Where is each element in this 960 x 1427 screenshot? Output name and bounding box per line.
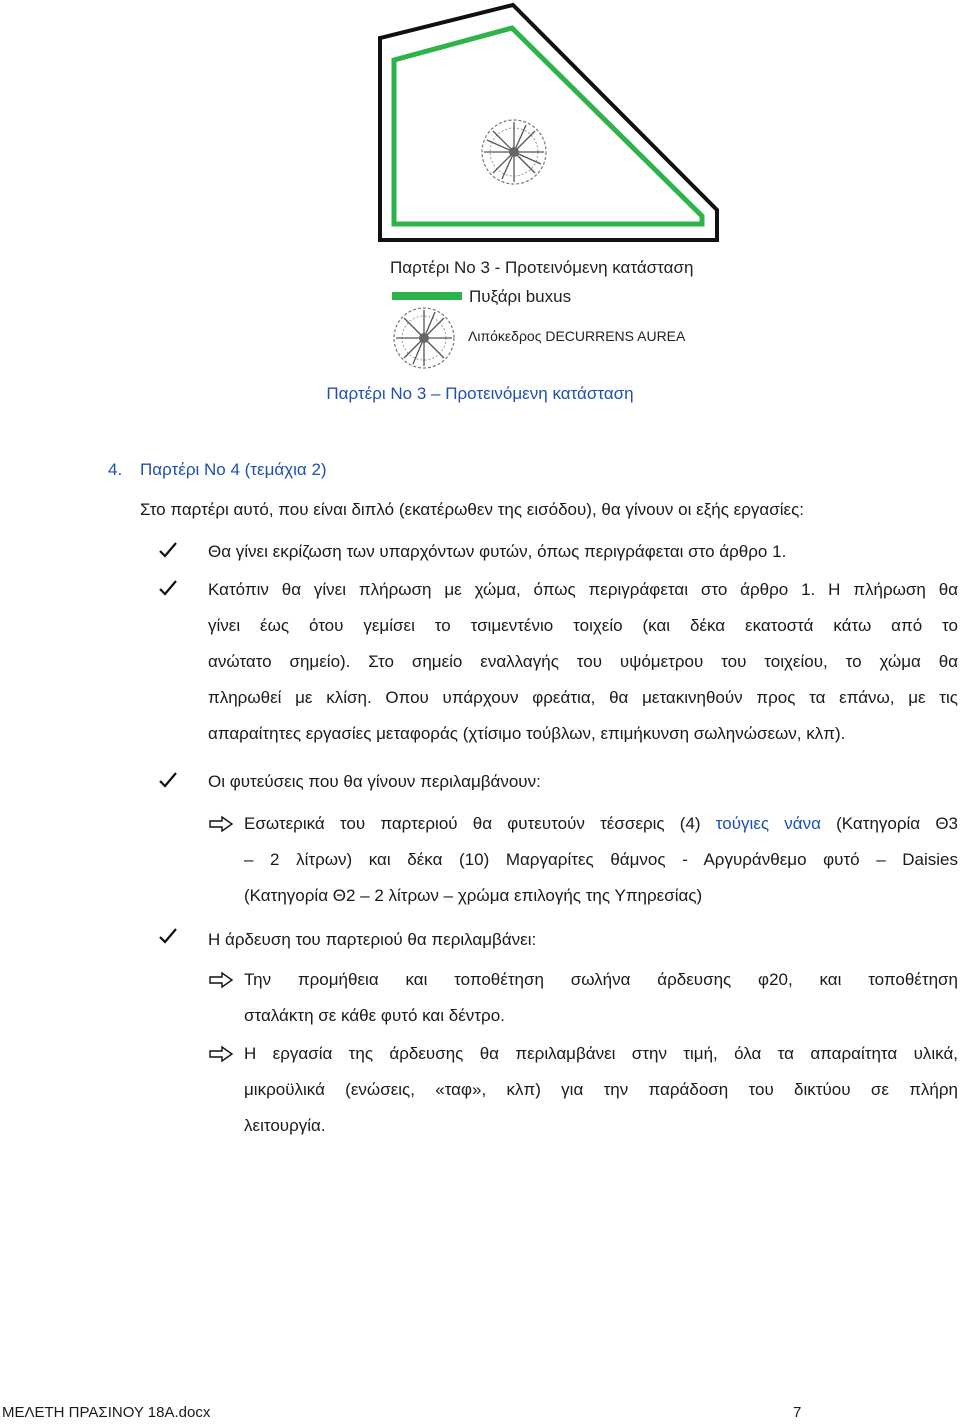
- legend-tree-label: Λιπόκεδρος DECURRENS AUREA: [468, 328, 686, 344]
- checkmark-icon: [158, 578, 178, 598]
- checkmark-icon: [158, 540, 178, 560]
- intro-paragraph: Στο παρτέρι αυτό, που είναι διπλό (εκατέρωθεν της εισόδου), θα γίνουν οι εξής εργασίες:: [140, 500, 805, 519]
- parterre-plan-drawing: [0, 0, 960, 380]
- bullet-irrigation: Η άρδευση του παρτεριού θα περιλαμβάνει:: [208, 930, 537, 949]
- legend-tree-icon: [394, 308, 454, 368]
- checkmark-icon: [158, 926, 178, 946]
- bullet-uprooting: Θα γίνει εκρίζωση των υπαρχόντων φυτών, όπως περιγράφεται στο άρθρο 1.: [208, 542, 787, 561]
- section-heading: [108, 460, 327, 480]
- section-number: 4.: [108, 460, 123, 479]
- parterre-outer-outline: [380, 5, 717, 240]
- plant-name-link: τούγιες νάνα: [715, 814, 821, 833]
- section-title: Παρτέρι Νο 4 (τεμάχια 2): [140, 460, 327, 479]
- figure-caption: Παρτέρι Νο 3 – Προτεινόμενη κατάσταση: [326, 384, 634, 403]
- arrow-right-icon: [208, 1045, 234, 1063]
- bullet-soil-filling: Κατόπιν θα γίνει πλήρωση με χώμα, όπως περιγράφεται στο άρθρο 1. Η πλήρωση θα γίνει έως ότου γεμίσει το τσιμεντένιο τοιχείο (και δέκα εκατοστά κάτω από το ανώτατο σημείο). Στο σημείο εναλλαγής του υψόμετρου του τοιχείου, το χώμα θα πληρωθεί με κλίση. Οπου υπάρχουν φρεάτια, θα μετακινηθούν προς τα επάνω, με τις απαραίτητες εργασίες μεταφοράς (χτίσιμο τούβλων, επιμήκυνση σωληνώσεων, κλπ).: [208, 580, 958, 743]
- irrigation-item-pipe: Την προμήθεια και τοποθέτηση σωλήνα άρδευσης φ20, και τοποθέτηση σταλάκτη σε κάθε φυτό και δέντρο.: [244, 970, 958, 1025]
- bullet-plantings: Οι φυτεύσεις που θα γίνουν περιλαμβάνουν:: [208, 772, 541, 791]
- planting-item: Εσωτερικά του παρτεριού θα φυτευτούν τέσσερις (4) τούγιες νάνα (Κατηγορία Θ3 – 2 λίτρων) και δέκα (10) Μαργαρίτες θάμνος - Αργυράνθεμο φυτό – Daisies (Κατηγορία Θ2 – 2 λίτρων – χρώμα επιλογής της Υπηρεσίας): [244, 814, 958, 905]
- checkmark-icon: [158, 770, 178, 790]
- legend-title: Παρτέρι Νο 3 - Προτεινόμενη κατάσταση: [390, 258, 694, 277]
- irrigation-item-materials: Η εργασία της άρδευσης θα περιλαμβάνει στην τιμή, όλα τα απαραίτητα υλικά, μικροϋλικά (ενώσεις, «ταφ», κλπ) για την παράδοση του δικτύου σε πλήρη λειτουργία.: [244, 1044, 958, 1135]
- boxwood-hedge-outline: [394, 28, 702, 224]
- footer-filename: ΜΕΛΕΤΗ ΠΡΑΣΙΝΟΥ 18Α.docx: [2, 1404, 211, 1421]
- arrow-right-icon: [208, 971, 234, 989]
- legend-boxwood-swatch: [392, 292, 462, 300]
- footer-page-number: 7: [793, 1404, 802, 1421]
- tree-canopy-icon: [482, 120, 546, 184]
- legend-boxwood-label: Πυξάρι buxus: [469, 287, 572, 306]
- arrow-right-icon: [208, 815, 234, 833]
